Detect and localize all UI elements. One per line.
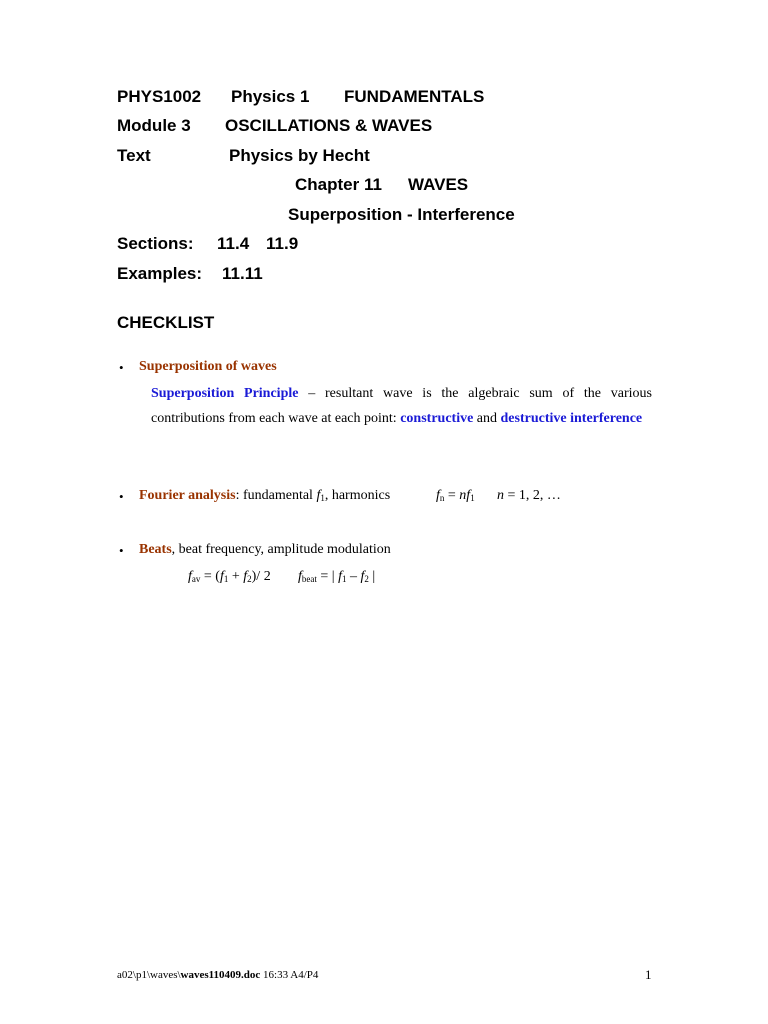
beats-line [139, 542, 391, 558]
footer-filename: waves110409.doc [180, 969, 261, 981]
fundamental-symbol: f [316, 488, 321, 503]
superposition-text: – resultant wave is the algebraic sum of the various contributions from each wave at each point: [151, 386, 652, 426]
course-code: PHYS1002 [117, 87, 202, 106]
constructive-term: constructive [400, 411, 474, 426]
bullet-icon: • [119, 543, 124, 558]
page-number: 1 [645, 967, 652, 982]
section-item: 11.9 [266, 234, 299, 253]
average-frequency-formula: $f_{av} = (f_1 + f_2)/$ 2 [188, 569, 271, 584]
examples-label: Examples: [117, 264, 203, 283]
superposition-heading: Superposition of waves [139, 359, 277, 374]
sections-label: Sections: [117, 234, 194, 253]
topic: Superposition - Interference [288, 205, 515, 224]
course-level: FUNDAMENTALS [344, 87, 485, 106]
footer-path [117, 969, 318, 981]
fourier-heading: Fourier analysis [139, 488, 236, 503]
beat-frequency-formula: $f_{beat}$ = | $f_1 - f_2$ | [298, 569, 376, 584]
module-title: OSCILLATIONS & WAVES [225, 116, 433, 135]
checklist-title: CHECKLIST [117, 313, 215, 332]
superposition-paragraph [151, 381, 652, 431]
beats-text: , beat frequency, amplitude modulation [171, 542, 391, 557]
harmonics-formula: $f_n = nf_1$ [436, 488, 475, 503]
chapter-title: WAVES [408, 175, 469, 194]
fundamental-subscript: 1 [320, 493, 325, 503]
harmonics-text: , harmonics [324, 488, 391, 503]
beats-heading: Beats [139, 542, 172, 557]
harmonic-index-values: n = 1, 2, … [497, 488, 561, 503]
superposition-principle-term: Superposition Principle [151, 386, 299, 401]
footer-path-prefix: a02\p1\waves\ [117, 969, 181, 981]
bullet-icon: • [119, 489, 124, 504]
fourier-line [139, 488, 390, 504]
destructive-interference-term: destructive interference [500, 411, 643, 426]
text-label: Text [117, 146, 151, 165]
footer-info: 16:33 A4/P4 [260, 969, 319, 981]
chapter: Chapter 11 [295, 175, 382, 194]
text-title: Physics by Hecht [229, 146, 370, 165]
fourier-text: : fundamental [235, 488, 317, 503]
course-name: Physics 1 [231, 87, 310, 106]
bullet-icon: • [119, 360, 124, 375]
section-item: 11.4 [217, 234, 250, 253]
module-label: Module 3 [117, 116, 191, 135]
examples-value: 11.11 [222, 264, 263, 283]
and-text: and [473, 411, 501, 426]
